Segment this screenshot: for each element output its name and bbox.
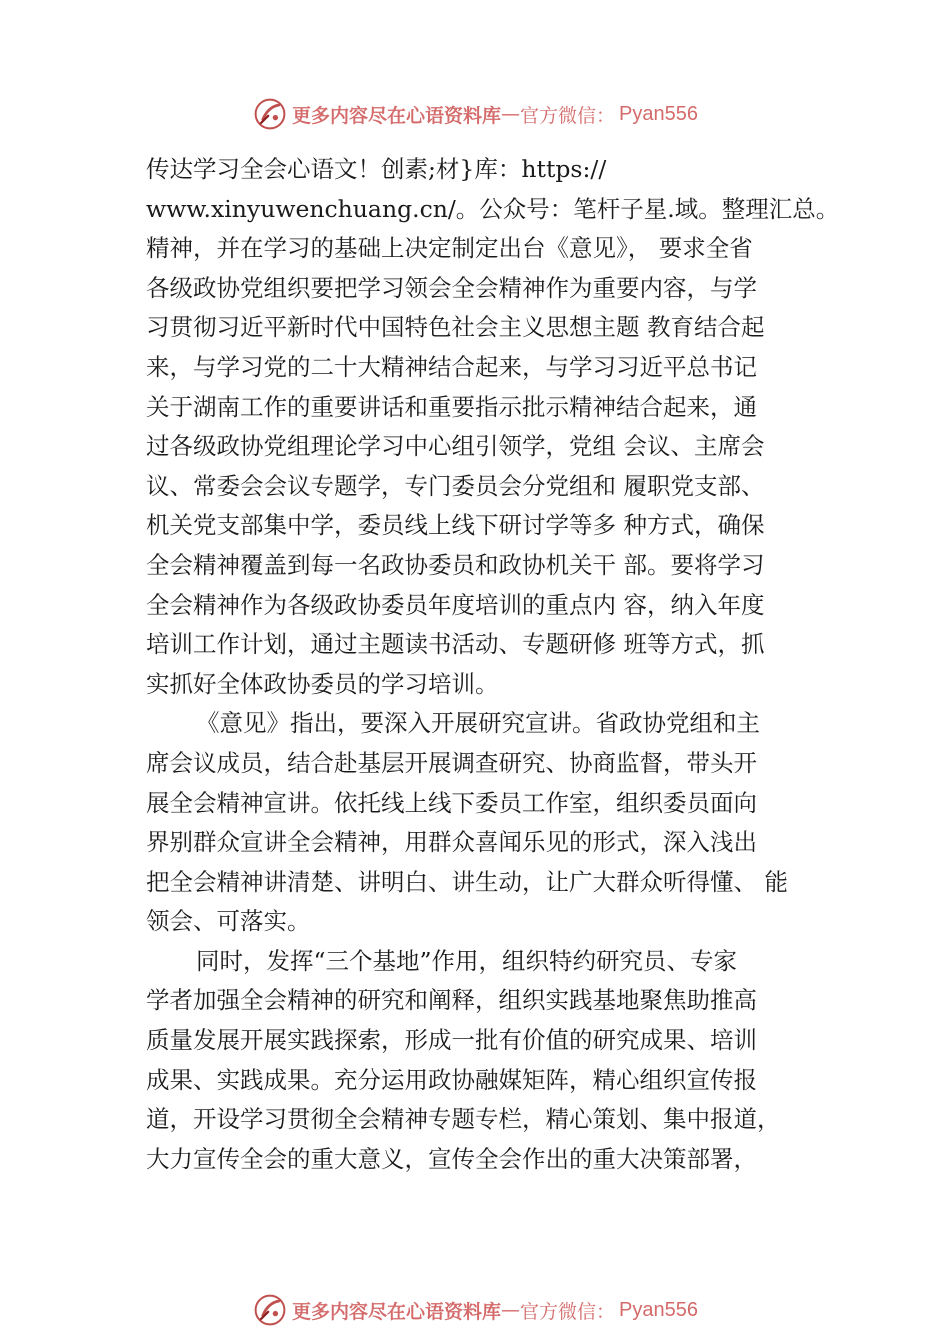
text-line: 习贯彻习近平新时代中国特色社会主义思想主题 教育结合起 bbox=[146, 313, 765, 342]
paragraph-start-line: 《意见》指出，要深入开展研究宣讲。省政协党组和主 bbox=[196, 709, 760, 738]
text-line: 培训工作计划，通过主题读书活动、专题研修 班等方式，抓 bbox=[146, 630, 765, 659]
banner-label: 官方微信： bbox=[520, 1300, 616, 1323]
text-line: 成果、实践成果。充分运用政协融媒矩阵，精心组织宣传报 bbox=[146, 1065, 757, 1094]
text-line: 道，开设学习贯彻全会精神专题专栏，精心策划、集中报道， bbox=[146, 1105, 781, 1134]
banner-label: 官方微信： bbox=[520, 104, 616, 127]
text-line: 学者加强全会精神的研究和阐释，组织实践基地聚焦助推高 bbox=[146, 986, 757, 1015]
brand-logo-icon bbox=[252, 96, 288, 132]
text-line: 精神，并在学习的基础上决定制定出台《意见》， 要求全省 bbox=[146, 234, 753, 263]
text-line: 领会、可落实。 bbox=[146, 907, 311, 936]
text-line: 界别群众宣讲全会精神，用群众喜闻乐见的形式，深入浅出 bbox=[146, 828, 757, 857]
banner-main-text: 更多内容尽在心语资料库 bbox=[292, 1300, 502, 1323]
text-line: 关于湖南工作的重要讲话和重要指示批示精神结合起来，通 bbox=[146, 392, 757, 421]
text-line: www.xinyuwenchuang.cn/。公众号：笔杆子星.域。整理汇总。 bbox=[146, 194, 840, 223]
text-line: 过各级政协党组理论学习中心组引领学，党组 会议、主席会 bbox=[146, 432, 765, 461]
text-line: 议、常委会会议专题学，专门委员会分党组和 履职党支部、 bbox=[146, 471, 765, 500]
text-line: 全会精神作为各级政协委员年度培训的重点内 容，纳入年度 bbox=[146, 590, 765, 619]
text-line: 各级政协党组织要把学习领会全会精神作为重要内容，与学 bbox=[146, 273, 757, 302]
text-line: 传达学习全会心语文！创素;材}库：https:// bbox=[146, 155, 607, 183]
text-line: 质量发展开展实践探索，形成一批有价值的研究成果、培训 bbox=[146, 1026, 757, 1055]
banner-wechat-id: Pyan556 bbox=[619, 102, 698, 125]
paragraph-start-line: 同时，发挥“三个基地”作用，组织特约研究员、专家 bbox=[196, 946, 738, 975]
document-body bbox=[146, 150, 840, 1179]
banner-wechat-id: Pyan556 bbox=[619, 1298, 698, 1321]
footer-banner bbox=[0, 1290, 950, 1330]
banner-dash: — bbox=[501, 103, 521, 125]
text-line: 席会议成员，结合赴基层开展调查研究、协商监督，带头开 bbox=[146, 748, 757, 777]
text-line: 展全会精神宣讲。依托线上线下委员工作室，组织委员面向 bbox=[146, 788, 757, 817]
header-banner bbox=[0, 94, 950, 134]
banner-main-text: 更多内容尽在心语资料库 bbox=[292, 104, 502, 127]
banner-dash: — bbox=[501, 1299, 521, 1321]
text-line: 把全会精神讲清楚、讲明白、讲生动，让广大群众听得懂、 能 bbox=[146, 867, 788, 896]
text-line: 机关党支部集中学，委员线上线下研讨学等多 种方式，确保 bbox=[146, 511, 765, 540]
text-line: 实抓好全体政协委员的学习培训。 bbox=[146, 669, 499, 698]
brand-logo-icon bbox=[252, 1292, 288, 1328]
text-line: 来，与学习党的二十大精神结合起来，与学习习近平总书记 bbox=[146, 352, 757, 381]
text-line: 大力宣传全会的重大意义，宣传全会作出的重大决策部署， bbox=[146, 1144, 757, 1173]
text-line: 全会精神覆盖到每一名政协委员和政协机关干 部。要将学习 bbox=[146, 550, 765, 579]
